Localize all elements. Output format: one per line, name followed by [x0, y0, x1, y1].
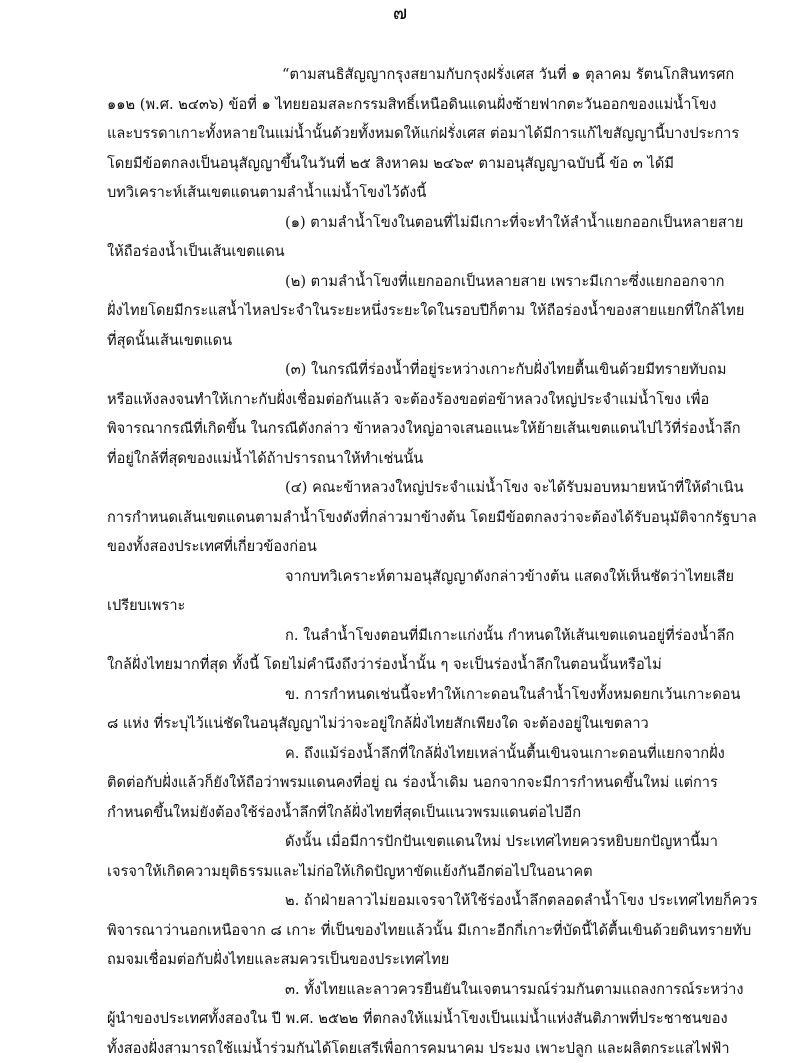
paragraph-line: กำหนดขึ้นใหม่ยังต้องใช้ร่องน้ำลึกที่ใกล้ฝั่งไทยที่สุดเป็นแนวพรมแดนต่อไปอีก — [107, 798, 707, 828]
paragraph-line: ที่สุดนั้นเส้นเขตแดน — [107, 326, 707, 356]
paragraph-line: หรือแห้งลงจนทำให้เกาะกับฝั่งเชื่อมต่อกันแล้ว จะต้องร้องขอต่อข้าหลวงใหญ่ประจำแม่น้ำโขง เพื่อ — [107, 385, 707, 415]
page-number: ๗ — [0, 0, 800, 28]
analysis-intro-line: จากบทวิเคราะห์ตามอนุสัญญาดังกล่าวข้างต้น แสดงให้เห็นชัดว่าไทยเสีย — [107, 562, 707, 592]
paragraph-line: ผู้นำของประเทศทั้งสองใน ปี พ.ศ. ๒๕๒๒ ที่ตกลงให้แม่น้ำโขงเป็นแม่น้ำแห่งสันติภาพที่ประชาชนของ — [107, 1004, 707, 1034]
recommendation-2-line: ๒. ถ้าฝ่ายลาวไม่ยอมเจรจาให้ใช้ร่องน้ำลึกตลอดลำน้ำโขง ประเทศไทยก็ควร — [107, 886, 707, 916]
paragraph-line: ให้ถือร่องน้ำเป็นเส้นเขตแดน — [107, 237, 707, 267]
paragraph-line: และบรรดาเกาะทั้งหลายในแม่น้ำนั้นด้วยทั้งหมดให้แก่ฝรั่งเศส ต่อมาได้มีการแก้ไขสัญญานี้บางประการ — [107, 119, 707, 149]
paragraph-line: ฝั่งไทยโดยมีกระแสน้ำไหลประจำในระยะหนึ่งระยะใดในรอบปีก็ตาม ให้ถือร่องน้ำของสายแยกที่ใกล้ไทย — [107, 296, 707, 326]
paragraph-line: “ตามสนธิสัญญากรุงสยามกับกรุงฝรั่งเศส วันที่ ๑ ตุลาคม รัตนโกสินทรศก — [107, 60, 707, 90]
paragraph-line: ๑๑๒ (พ.ศ. ๒๔๓๖) ข้อที่ ๑ ไทยยอมสละกรรมสิทธิ์เหนือดินแดนฝั่งซ้ายฟากตะวันออกของแม่น้ำโขง — [107, 90, 707, 120]
clause-4-line: (๔) คณะข้าหลวงใหญ่ประจำแม่น้ำโขง จะได้รับมอบหมายหน้าที่ให้ดำเนิน — [107, 473, 707, 503]
paragraph-line: ของทั้งสองประเทศที่เกี่ยวข้องก่อน — [107, 532, 707, 562]
paragraph-line: ทั้งสองฝั่งสามารถใช้แม่น้ำร่วมกันได้โดยเสรีเพื่อการคมนาคม ประมง เพาะปลูก และผลิตกระแสไฟฟ้า — [107, 1034, 707, 1063]
paragraph-line: พิจารณาว่านอกเหนือจาก ๘ เกาะ ที่เป็นของไทยแล้วนั้น มีเกาะอีกกี่เกาะที่บัดนี้ได้ตื้นเขินด้วยดินทรายทับ — [107, 916, 707, 946]
paragraph-line: ที่อยู่ใกล้ที่สุดของแม่น้ำได้ถ้าปรารถนาให้ทำเช่นนั้น — [107, 444, 707, 474]
paragraph-line: เปรียบเพราะ — [107, 591, 707, 621]
paragraph-line: บทวิเคราะห์เส้นเขตแดนตามลำน้ำแม่น้ำโขงไว้ดังนี้ — [107, 178, 707, 208]
paragraph-line: ถมจมเชื่อมต่อกับฝั่งไทยและสมควรเป็นของประเทศไทย — [107, 945, 707, 975]
recommendation-3-line: ๓. ทั้งไทยและลาวควรยืนยันในเจตนารมณ์ร่วมกันตามแถลงการณ์ระหว่าง — [107, 975, 707, 1005]
paragraph-line: เจรจาให้เกิดความยุติธรรมและไม่ก่อให้เกิดปัญหาขัดแย้งกันอีกต่อไปในอนาคต — [107, 857, 707, 887]
point-kho-khwai-line: ค. ถึงแม้ร่องน้ำลึกที่ใกล้ฝั่งไทยเหล่านั้นตื้นเขินจนเกาะดอนที่แยกจากฝั่ง — [107, 739, 707, 769]
paragraph-line: ติดต่อกับฝั่งแล้วก็ยังให้ถือว่าพรมแดนคงที่อยู่ ณ ร่องน้ำเดิม นอกจากจะมีการกำหนดขึ้นใหม่ แต่การ — [107, 768, 707, 798]
clause-3-line: (๓) ในกรณีที่ร่องน้ำที่อยู่ระหว่างเกาะกับฝั่งไทยตื้นเขินด้วยมีทรายทับถม — [107, 355, 707, 385]
clause-2-line: (๒) ตามลำน้ำโขงที่แยกออกเป็นหลายสาย เพราะมีเกาะซึ่งแยกออกจาก — [107, 267, 707, 297]
document-body — [107, 60, 707, 1063]
paragraph-line: การกำหนดเส้นเขตแดนตามลำน้ำโขงดังที่กล่าวมาข้างต้น โดยมีข้อตกลงว่าจะต้องได้รับอนุมัติจากรัฐบาล — [107, 503, 707, 533]
clause-1-line: (๑) ตามลำน้ำโขงในตอนที่ไม่มีเกาะที่จะทำให้ลำน้ำแยกออกเป็นหลายสาย — [107, 208, 707, 238]
paragraph-line: ๘ แห่ง ที่ระบุไว้แน่ชัดในอนุสัญญาไม่ว่าจะอยู่ใกล้ฝั่งไทยสักเพียงใด จะต้องอยู่ในเขตลาว — [107, 709, 707, 739]
paragraph-line: พิจารณากรณีที่เกิดขึ้น ในกรณีดังกล่าว ข้าหลวงใหญ่อาจเสนอแนะให้ย้ายเส้นเขตแดนไปไว้ที่ร่องน้ำลึก — [107, 414, 707, 444]
point-kho-line: ข. การกำหนดเช่นนี้จะทำให้เกาะดอนในลำน้ำโขงทั้งหมดยกเว้นเกาะดอน — [107, 680, 707, 710]
conclusion-line: ดังนั้น เมื่อมีการปักปันเขตแดนใหม่ ประเทศไทยควรหยิบยกปัญหานี้มา — [107, 827, 707, 857]
point-ko-line: ก. ในลำน้ำโขงตอนที่มีเกาะแก่งนั้น กำหนดให้เส้นเขตแดนอยู่ที่ร่องน้ำลึก — [107, 621, 707, 651]
paragraph-line: ใกล้ฝั่งไทยมากที่สุด ทั้งนี้ โดยไม่คำนึงถึงว่าร่องน้ำนั้น ๆ จะเป็นร่องน้ำลึกในตอนนั้นหรือไม่ — [107, 650, 707, 680]
paragraph-line: โดยมีข้อตกลงเป็นอนุสัญญาขึ้นในวันที่ ๒๕ สิงหาคม ๒๔๖๙ ตามอนุสัญญาฉบับนี้ ข้อ ๓ ได้มี — [107, 149, 707, 179]
